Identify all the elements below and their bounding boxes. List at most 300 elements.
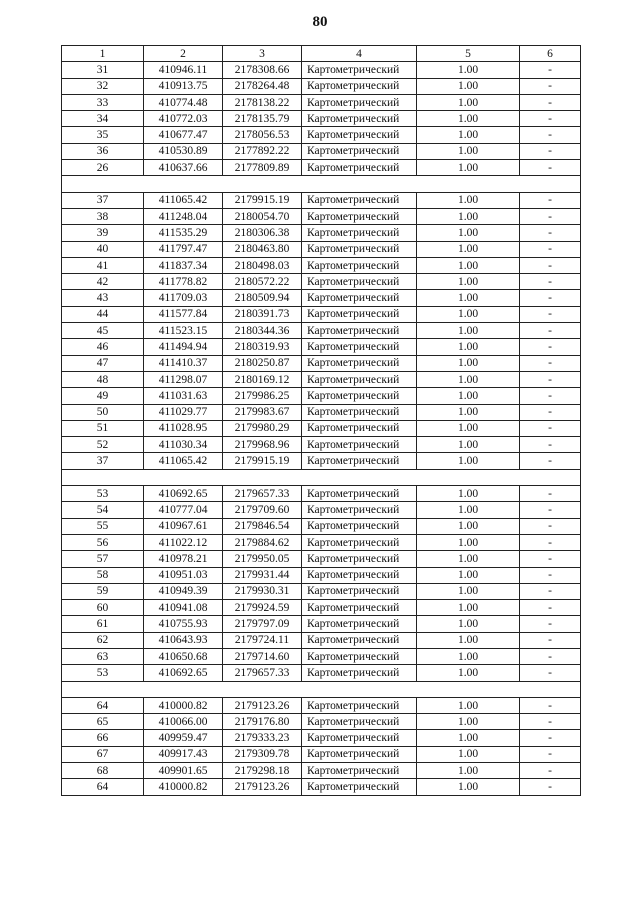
table-cell: 45 [62, 323, 144, 339]
table-cell: - [520, 192, 581, 208]
table-row [62, 290, 581, 306]
table-cell: 44 [62, 306, 144, 322]
table-cell: 410692.65 [144, 486, 223, 502]
table-cell: Картометрический [302, 143, 417, 159]
table-cell: 1.00 [417, 274, 520, 290]
table-cell: 1.00 [417, 567, 520, 583]
table-cell [302, 469, 417, 485]
table-cell: 1.00 [417, 225, 520, 241]
table-cell: 410637.66 [144, 160, 223, 176]
table-cell: 1.00 [417, 665, 520, 681]
table-cell: 410777.04 [144, 502, 223, 518]
table-cell: 52 [62, 437, 144, 453]
table-cell: 411031.63 [144, 388, 223, 404]
table-cell [144, 176, 223, 192]
table-cell: 1.00 [417, 453, 520, 469]
table-cell: 31 [62, 62, 144, 78]
table-cell: 2179657.33 [223, 665, 302, 681]
table-cell: 1.00 [417, 78, 520, 94]
table-cell: 2178056.53 [223, 127, 302, 143]
table-cell: 1.00 [417, 551, 520, 567]
table-cell: - [520, 127, 581, 143]
table-cell: - [520, 420, 581, 436]
table-cell: 2179123.26 [223, 779, 302, 795]
table-cell: 46 [62, 339, 144, 355]
table-cell: - [520, 208, 581, 224]
table-cell: 411577.84 [144, 306, 223, 322]
table-cell: 1.00 [417, 616, 520, 632]
table-header-row [62, 46, 581, 62]
table-cell: Картометрический [302, 714, 417, 730]
table-cell: 2179309.78 [223, 746, 302, 762]
table-cell: 49 [62, 388, 144, 404]
table-cell: Картометрический [302, 583, 417, 599]
table-cell: 2179714.60 [223, 648, 302, 664]
table-row [62, 241, 581, 257]
table-cell: 1.00 [417, 127, 520, 143]
table-cell: 62 [62, 632, 144, 648]
table-cell: 1.00 [417, 437, 520, 453]
table-cell: 65 [62, 714, 144, 730]
table-cell: 1.00 [417, 62, 520, 78]
table-row [62, 225, 581, 241]
table-cell: - [520, 257, 581, 273]
table-cell: Картометрический [302, 534, 417, 550]
table-cell: Картометрический [302, 225, 417, 241]
table-row [62, 730, 581, 746]
table-cell: Картометрический [302, 62, 417, 78]
table-row [62, 355, 581, 371]
table-cell: 2179884.62 [223, 534, 302, 550]
table-cell: 411248.04 [144, 208, 223, 224]
table-cell: 40 [62, 241, 144, 257]
table-cell: - [520, 518, 581, 534]
table-cell: Картометрический [302, 339, 417, 355]
table-cell: 51 [62, 420, 144, 436]
column-header: 2 [144, 46, 223, 62]
table-cell: Картометрический [302, 192, 417, 208]
table-cell: - [520, 453, 581, 469]
table-cell: 2179986.25 [223, 388, 302, 404]
table-cell: 37 [62, 453, 144, 469]
table-cell: 2180391.73 [223, 306, 302, 322]
table-cell: 56 [62, 534, 144, 550]
table-cell: - [520, 632, 581, 648]
table-cell: - [520, 371, 581, 387]
table-cell: 410967.61 [144, 518, 223, 534]
table-row [62, 94, 581, 110]
table-cell: - [520, 94, 581, 110]
table-row [62, 632, 581, 648]
table-cell: 2179915.19 [223, 192, 302, 208]
table-row [62, 208, 581, 224]
table-cell: 2179333.23 [223, 730, 302, 746]
table-cell: 410951.03 [144, 567, 223, 583]
table-cell: 409901.65 [144, 763, 223, 779]
table-cell: 411837.34 [144, 257, 223, 273]
table-cell: 2179980.29 [223, 420, 302, 436]
table-cell: 2179657.33 [223, 486, 302, 502]
table-cell: Картометрический [302, 600, 417, 616]
table-cell: 66 [62, 730, 144, 746]
table-cell: 411022.12 [144, 534, 223, 550]
table-cell: 38 [62, 208, 144, 224]
table-cell: Картометрический [302, 323, 417, 339]
table-cell: 1.00 [417, 192, 520, 208]
table-cell: Картометрический [302, 420, 417, 436]
table-cell: - [520, 600, 581, 616]
table-row [62, 257, 581, 273]
table-cell: 2180319.93 [223, 339, 302, 355]
table-row [62, 78, 581, 94]
table-cell: 411535.29 [144, 225, 223, 241]
table-cell: Картометрический [302, 355, 417, 371]
table-cell: Картометрический [302, 779, 417, 795]
table-cell: 410643.93 [144, 632, 223, 648]
table-cell: - [520, 730, 581, 746]
table-cell: - [520, 339, 581, 355]
table-row [62, 127, 581, 143]
table-row [62, 665, 581, 681]
table-cell: 2179930.31 [223, 583, 302, 599]
table-cell: 64 [62, 697, 144, 713]
table-cell [302, 176, 417, 192]
table-cell: 2179298.18 [223, 763, 302, 779]
table-cell: 1.00 [417, 534, 520, 550]
table-cell: Картометрический [302, 127, 417, 143]
table-row [62, 746, 581, 762]
table-cell: Картометрический [302, 665, 417, 681]
table-cell: 2179915.19 [223, 453, 302, 469]
table-cell: 2180306.38 [223, 225, 302, 241]
table-cell: - [520, 534, 581, 550]
table-cell: 1.00 [417, 290, 520, 306]
table-cell: Картометрический [302, 486, 417, 502]
column-header: 1 [62, 46, 144, 62]
table-cell: 1.00 [417, 160, 520, 176]
table-cell: 410978.21 [144, 551, 223, 567]
table-cell: 1.00 [417, 502, 520, 518]
table-row [62, 486, 581, 502]
table-row [62, 339, 581, 355]
table-cell: 1.00 [417, 779, 520, 795]
table-row [62, 274, 581, 290]
table-cell: 410530.89 [144, 143, 223, 159]
table-cell: 55 [62, 518, 144, 534]
table-cell: 68 [62, 763, 144, 779]
table-cell: 2179983.67 [223, 404, 302, 420]
table-cell: Картометрический [302, 518, 417, 534]
table-row [62, 697, 581, 713]
table-cell: - [520, 763, 581, 779]
table-cell: Картометрический [302, 632, 417, 648]
table-cell: 411298.07 [144, 371, 223, 387]
table-cell: 2179924.59 [223, 600, 302, 616]
table-cell: 411494.94 [144, 339, 223, 355]
table-row [62, 160, 581, 176]
table-cell: 57 [62, 551, 144, 567]
table-cell: 53 [62, 665, 144, 681]
table-cell: 409959.47 [144, 730, 223, 746]
table-cell: 410000.82 [144, 779, 223, 795]
separator-row [62, 469, 581, 485]
table-cell: Картометрический [302, 290, 417, 306]
table-cell: 53 [62, 486, 144, 502]
table-cell: 50 [62, 404, 144, 420]
column-header: 3 [223, 46, 302, 62]
table-cell: Картометрический [302, 111, 417, 127]
table-cell: 410692.65 [144, 665, 223, 681]
table-cell: 59 [62, 583, 144, 599]
table-row [62, 371, 581, 387]
table-cell: 410066.00 [144, 714, 223, 730]
table-cell: - [520, 160, 581, 176]
table-cell: 410941.08 [144, 600, 223, 616]
table-cell [144, 681, 223, 697]
table-cell: 410772.03 [144, 111, 223, 127]
table-cell: 2179950.05 [223, 551, 302, 567]
table-cell: 2180498.03 [223, 257, 302, 273]
table-cell: 2179931.44 [223, 567, 302, 583]
table-row [62, 779, 581, 795]
table-cell: Картометрический [302, 306, 417, 322]
table-cell: 410913.75 [144, 78, 223, 94]
table-cell: 1.00 [417, 388, 520, 404]
table-cell: - [520, 111, 581, 127]
table-cell: 410650.68 [144, 648, 223, 664]
table-cell: 1.00 [417, 257, 520, 273]
table-cell: Картометрический [302, 160, 417, 176]
table-row [62, 306, 581, 322]
table-cell: 42 [62, 274, 144, 290]
table-cell: 1.00 [417, 746, 520, 762]
table-cell: 1.00 [417, 143, 520, 159]
table-cell: 1.00 [417, 371, 520, 387]
table-cell: 58 [62, 567, 144, 583]
table-cell: - [520, 502, 581, 518]
table-row [62, 437, 581, 453]
table-cell [417, 176, 520, 192]
table-cell: 1.00 [417, 339, 520, 355]
table-cell: 1.00 [417, 632, 520, 648]
table-cell: 1.00 [417, 648, 520, 664]
table-cell: 410946.11 [144, 62, 223, 78]
column-header: 6 [520, 46, 581, 62]
table-cell: 60 [62, 600, 144, 616]
table-cell: 35 [62, 127, 144, 143]
table-cell: 2180344.36 [223, 323, 302, 339]
table-cell: 43 [62, 290, 144, 306]
table-row [62, 111, 581, 127]
table-cell: - [520, 648, 581, 664]
table-cell: 1.00 [417, 208, 520, 224]
table-cell: 410774.48 [144, 94, 223, 110]
table-cell: 411778.82 [144, 274, 223, 290]
table-cell: 1.00 [417, 111, 520, 127]
table-cell: 47 [62, 355, 144, 371]
table-cell: 64 [62, 779, 144, 795]
table-cell: 48 [62, 371, 144, 387]
table-row [62, 714, 581, 730]
table-cell: 33 [62, 94, 144, 110]
table-row [62, 404, 581, 420]
table-cell [223, 469, 302, 485]
table-cell: Картометрический [302, 648, 417, 664]
table-cell: 411523.15 [144, 323, 223, 339]
table-cell: - [520, 323, 581, 339]
table-row [62, 600, 581, 616]
table-cell: - [520, 290, 581, 306]
table-row [62, 453, 581, 469]
table-cell: 411028.95 [144, 420, 223, 436]
table-cell: 411065.42 [144, 192, 223, 208]
table-cell [520, 681, 581, 697]
table-cell: Картометрический [302, 763, 417, 779]
table-cell: - [520, 665, 581, 681]
separator-row [62, 176, 581, 192]
table-cell: 1.00 [417, 94, 520, 110]
table-cell: 2180169.12 [223, 371, 302, 387]
table-cell: - [520, 697, 581, 713]
table-cell: 67 [62, 746, 144, 762]
table-cell: 2178138.22 [223, 94, 302, 110]
table-cell: Картометрический [302, 616, 417, 632]
table-cell [417, 681, 520, 697]
table-cell: - [520, 486, 581, 502]
table-cell: 2180509.94 [223, 290, 302, 306]
table-cell: 1.00 [417, 600, 520, 616]
table-row [62, 518, 581, 534]
table-cell: Картометрический [302, 746, 417, 762]
table-cell [302, 681, 417, 697]
table-cell: Картометрический [302, 388, 417, 404]
table-cell: 61 [62, 616, 144, 632]
table-cell: - [520, 274, 581, 290]
table-cell: 409917.43 [144, 746, 223, 762]
table-cell: 2179709.60 [223, 502, 302, 518]
table-cell: Картометрический [302, 94, 417, 110]
table-cell: Картометрический [302, 274, 417, 290]
table-cell: - [520, 78, 581, 94]
table-cell: Картометрический [302, 453, 417, 469]
table-cell: 54 [62, 502, 144, 518]
separator-row [62, 681, 581, 697]
table-cell: 2177809.89 [223, 160, 302, 176]
table-row [62, 420, 581, 436]
table-row [62, 616, 581, 632]
table-row [62, 192, 581, 208]
table-cell: Картометрический [302, 697, 417, 713]
table-cell: 410000.82 [144, 697, 223, 713]
table-cell: 1.00 [417, 730, 520, 746]
table-cell: 1.00 [417, 486, 520, 502]
table-cell: 2180572.22 [223, 274, 302, 290]
table-cell: 411797.47 [144, 241, 223, 257]
table-cell: 63 [62, 648, 144, 664]
table-cell: - [520, 746, 581, 762]
table-cell: Картометрический [302, 257, 417, 273]
coordinates-table [61, 45, 581, 796]
table-cell [62, 176, 144, 192]
table-row [62, 567, 581, 583]
table-cell [520, 469, 581, 485]
table-cell: 1.00 [417, 323, 520, 339]
table-row [62, 534, 581, 550]
table-row [62, 323, 581, 339]
table-cell: 411709.03 [144, 290, 223, 306]
table-cell: 411410.37 [144, 355, 223, 371]
table-cell: Картометрический [302, 208, 417, 224]
table-cell: 1.00 [417, 583, 520, 599]
table-cell: Картометрический [302, 78, 417, 94]
table-cell: 41 [62, 257, 144, 273]
table-cell: 2179797.09 [223, 616, 302, 632]
table-cell: 2178308.66 [223, 62, 302, 78]
table-cell [62, 681, 144, 697]
table-cell: - [520, 616, 581, 632]
table-row [62, 62, 581, 78]
table-cell: 1.00 [417, 697, 520, 713]
table-cell: - [520, 714, 581, 730]
page-number: 80 [312, 14, 328, 30]
table-cell [144, 469, 223, 485]
table-cell: 32 [62, 78, 144, 94]
table-cell: 2180250.87 [223, 355, 302, 371]
table-cell [417, 469, 520, 485]
table-cell: 2179123.26 [223, 697, 302, 713]
table-cell: 1.00 [417, 404, 520, 420]
table-cell: 411065.42 [144, 453, 223, 469]
table-cell: 2177892.22 [223, 143, 302, 159]
table-cell: 411030.34 [144, 437, 223, 453]
table-cell: - [520, 567, 581, 583]
table-cell: Картометрический [302, 437, 417, 453]
table-cell [62, 469, 144, 485]
table-cell: - [520, 143, 581, 159]
table-cell: Картометрический [302, 567, 417, 583]
table-cell: 1.00 [417, 241, 520, 257]
table-cell: 1.00 [417, 355, 520, 371]
table-cell: Картометрический [302, 551, 417, 567]
table-cell: - [520, 62, 581, 78]
table-row [62, 648, 581, 664]
table-body [62, 62, 581, 795]
table-cell: 2180463.80 [223, 241, 302, 257]
table-row [62, 763, 581, 779]
table-cell: 411029.77 [144, 404, 223, 420]
table-cell: Картометрический [302, 730, 417, 746]
table-cell: - [520, 306, 581, 322]
table-cell: 2179968.96 [223, 437, 302, 453]
table-cell: 410949.39 [144, 583, 223, 599]
table-cell: 410677.47 [144, 127, 223, 143]
table-row [62, 502, 581, 518]
table-row [62, 551, 581, 567]
table-cell: 39 [62, 225, 144, 241]
table-cell: - [520, 241, 581, 257]
table-cell: 2179176.80 [223, 714, 302, 730]
table-cell: 26 [62, 160, 144, 176]
table-cell: 1.00 [417, 420, 520, 436]
table-cell: 36 [62, 143, 144, 159]
table-row [62, 583, 581, 599]
table-cell: - [520, 355, 581, 371]
table-cell [223, 681, 302, 697]
table-cell: 1.00 [417, 714, 520, 730]
table-row [62, 388, 581, 404]
table-cell: 1.00 [417, 763, 520, 779]
table-cell: 37 [62, 192, 144, 208]
